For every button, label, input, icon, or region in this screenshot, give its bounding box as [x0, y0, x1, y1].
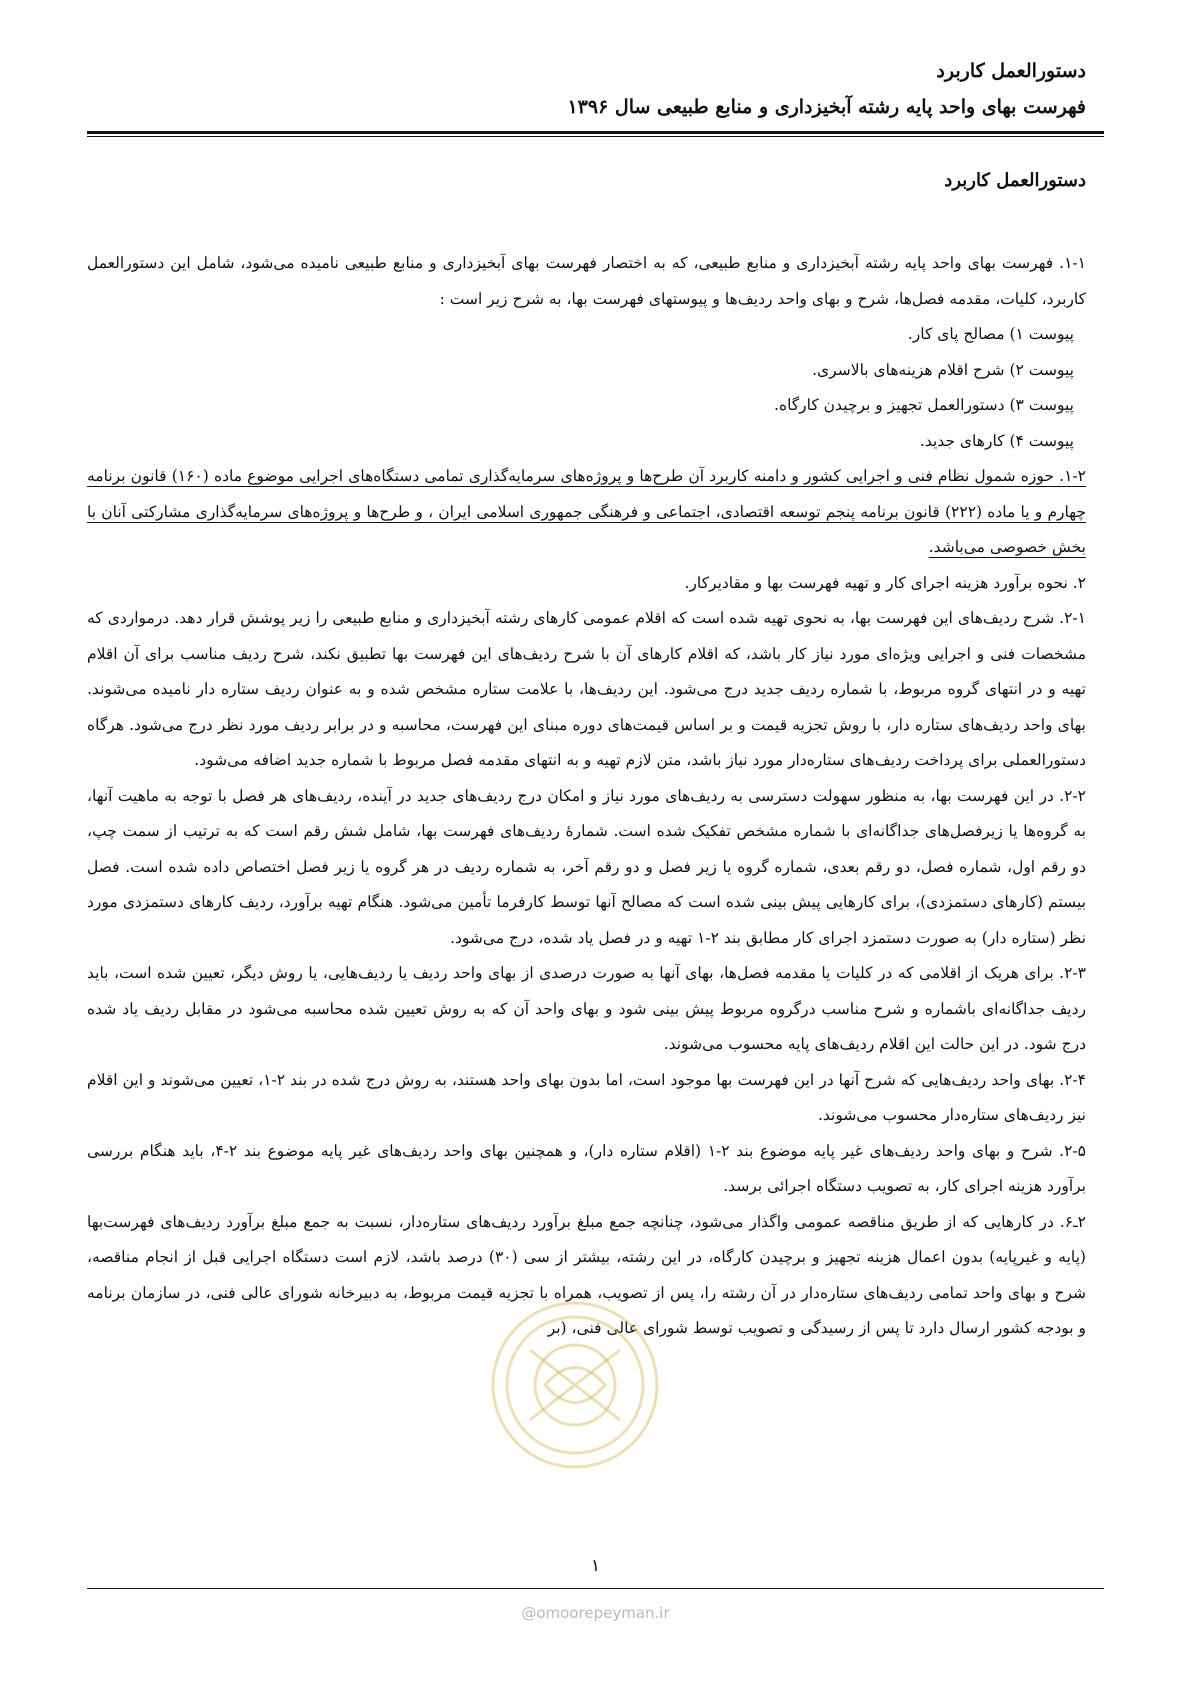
- appendix-item-1: پیوست ۱) مصالح پای کار.: [907, 325, 1074, 343]
- header-title-line2: فهرست بهای واحد پایه رشته آبخیزداری و منابع طبیعی سال ۱۳۹۶: [567, 96, 1086, 118]
- body-content: [87, 246, 1086, 1347]
- header-rule-thick: [87, 131, 1104, 134]
- paragraph-2-2: ۲-۲. در این فهرست بها، به منظور سهولت دسترسی به ردیف‌های مورد نیاز و امکان درج ردیف‌های جدید در آینده، ردیف‌های هر فصل با توجه به ماهیت آنها، به گروه‌ها یا زیرفصل‌های جداگانه‌ای با شماره مشخص تفکیک شده است. شمارهٔ ردیف‌های فهرست بها، شامل شش رقم است که به ترتیب از سمت چپ، دو رقم اول، شماره فصل، دو رقم بعدی، شماره گروه یا زیر فصل و دو رقم آخر، به شماره ردیف در هر گروه یا زیر فصل اختصاص داده شده است. فصل بیستم (کارهای دستمزدی)، برای کارهایی پیش بینی شده است که مصالح آنها توسط کارفرما تأمین می‌شود. هنگام تهیه برآورد، ردیف کارهای دستمزدی مورد نظر (ستاره دار) به صورت دستمزد اجرای کار مطابق بند ۲-۱ تهیه و در فصل یاد شده، درج می‌شود.: [87, 786, 1086, 947]
- watermark-url: @omoorepeyman.ir: [521, 1604, 670, 1622]
- page-number: ۱: [590, 1556, 601, 1576]
- appendix-item-3: پیوست ۳) دستورالعمل تجهیز و برچیدن کارگاه.: [774, 396, 1074, 414]
- paragraph-2-4: ۲-۴. بهای واحد ردیف‌هایی که شرح آنها در این فهرست بها موجود است، اما بدون بهای واحد هستند، به روش درج شده در بند ۲-۱، تعیین می‌شوند و این اقلام نیز ردیف‌های ستاره‌دار محسوب می‌شوند.: [87, 1070, 1086, 1124]
- paragraph-1-2: [87, 459, 1086, 566]
- appendix-item-2: پیوست ۲) شرح اقلام هزینه‌های بالاسری.: [812, 360, 1074, 379]
- paragraph-1-2-text: ۱-۲. حوزه شمول نظام فنی و اجرایی کشور و دامنه کاربرد آن طرح‌ها و پروژه‌های سرمایه‌گذاری تمامی دستگاه‌های اجرایی موضوع ماده (۱۶۰) قانون برنامه چهارم و یا ماده (۲۲۲) قانون برنامه پنجم توسعه اقتصادی، اجتماعی و فرهنگی جمهوری اسلامی ایران ، و طرح‌ها و پروژه‌های سرمایه‌گذاری مشارکتی آنان با بخش خصوصی می‌باشد.: [87, 467, 1086, 556]
- paragraph-2-6: ۲ـ۶. در کارهایی که از طریق مناقصه عمومی واگذار می‌شود، چنانچه جمع مبلغ برآورد ردیف‌های ستاره‌دار، نسبت به جمع مبلغ برآورد ردیف‌های فهرست‌بها (پایه و غیرپایه) بدون اعمال هزینه تجهیز و برچیدن کارگاه، در این رشته، بیشتر از سی (۳۰) درصد باشد، لازم است دستگاه اجرایی قبل از انجام مناقصه، شرح و بهای واحد تمامی ردیف‌های ستاره‌دار در آن رشته را، پس از تصویب، همراه با تجزیه قیمت مربوط، به دبیرخانه شورای عالی فنی، در سازمان برنامه و بودجه کشور ارسال دارد تا پس از رسیدگی و تصویب توسط شورای عالی فنی، (بر: [87, 1212, 1086, 1337]
- paragraph-2-1: ۲-۱. شرح ردیف‌های این فهرست بها، به نحوی تهیه شده است که اقلام عمومی کارهای رشته آبخیزداری و منابع طبیعی را زیر پوشش قرار دهد. درمواردی که مشخصات فنی و اجرایی ویژه‌ای مورد نیاز کار باشد، که اقلام کارهای آن با شرح ردیف‌های این فهرست بها تطبیق نکند، شرح ردیف مناسب برای آن اقلام تهیه و در انتهای گروه مربوط، با شماره ردیف جدید درج می‌شود. این ردیف‌ها، با علامت ستاره مشخص شده و به عنوان ردیف ستاره دار نامیده می‌شوند. بهای واحد ردیف‌های ستاره دار، با روش تجزیه قیمت و بر اساس قیمت‌های دوره مبنای این فهرست، محاسبه و در برابر ردیف مورد نظر درج می‌شود. هرگاه دستورالعملی برای پرداخت ردیف‌های ستاره‌دار مورد نیاز باشد، متن لازم تهیه و به انتهای مقدمه فصل مربوط با شماره جدید اضافه می‌شود.: [87, 609, 1086, 769]
- paragraph-2: ۲. نحوه برآورد هزینه اجرای کار و تهیه فهرست بها و مقادیرکار.: [684, 573, 1086, 592]
- appendix-item-4: پیوست ۴) کارهای جدید.: [919, 431, 1074, 450]
- header-title-line1: دستورالعمل کاربرد: [936, 60, 1086, 82]
- paragraph-2-5: ۲-۵. شرح و بهای واحد ردیف‌های غیر پایه موضوع بند ۲-۱ (اقلام ستاره دار)، و همچنین بهای واحد ردیف‌های غیر پایه موضوع بند ۲-۴، باید هنگام بررسی برآورد هزینه اجرای کار، به تصویب دستگاه اجرائی برسد.: [87, 1141, 1086, 1195]
- section-heading: دستورالعمل کاربرد: [944, 170, 1086, 191]
- paragraph-1-1: ۱-۱. فهرست بهای واحد پایه رشته آبخیزداری و منابع طبیعی، که به اختصار فهرست بهای آبخیزداری و منابع طبیعی نامیده می‌شود، شامل این دستورالعمل کاربرد، کلیات، مقدمه فصل‌ها، شرح و بهای واحد ردیف‌ها و پیوستهای فهرست بها، به شرح زیر است :: [87, 254, 1086, 308]
- header-rule-thin: [87, 136, 1104, 137]
- paragraph-2-3: ۲-۳. برای هریک از اقلامی که در کلیات یا مقدمه فصل‌ها، بهای آنها به صورت درصدی از بهای واحد ردیف یا ردیف‌هایی، یا روش دیگر، تعیین شده است، باید ردیف جداگانه‌ای باشماره و شرح مناسب درگروه مربوط پیش بینی شود و بهای واحد آن که به روش تعیین شده محاسبه می‌شود در مقابل ردیف یاد شده درج شود. در این حالت این اقلام ردیف‌های پایه محسوب می‌شوند.: [87, 964, 1086, 1053]
- footer-rule: [87, 1588, 1104, 1589]
